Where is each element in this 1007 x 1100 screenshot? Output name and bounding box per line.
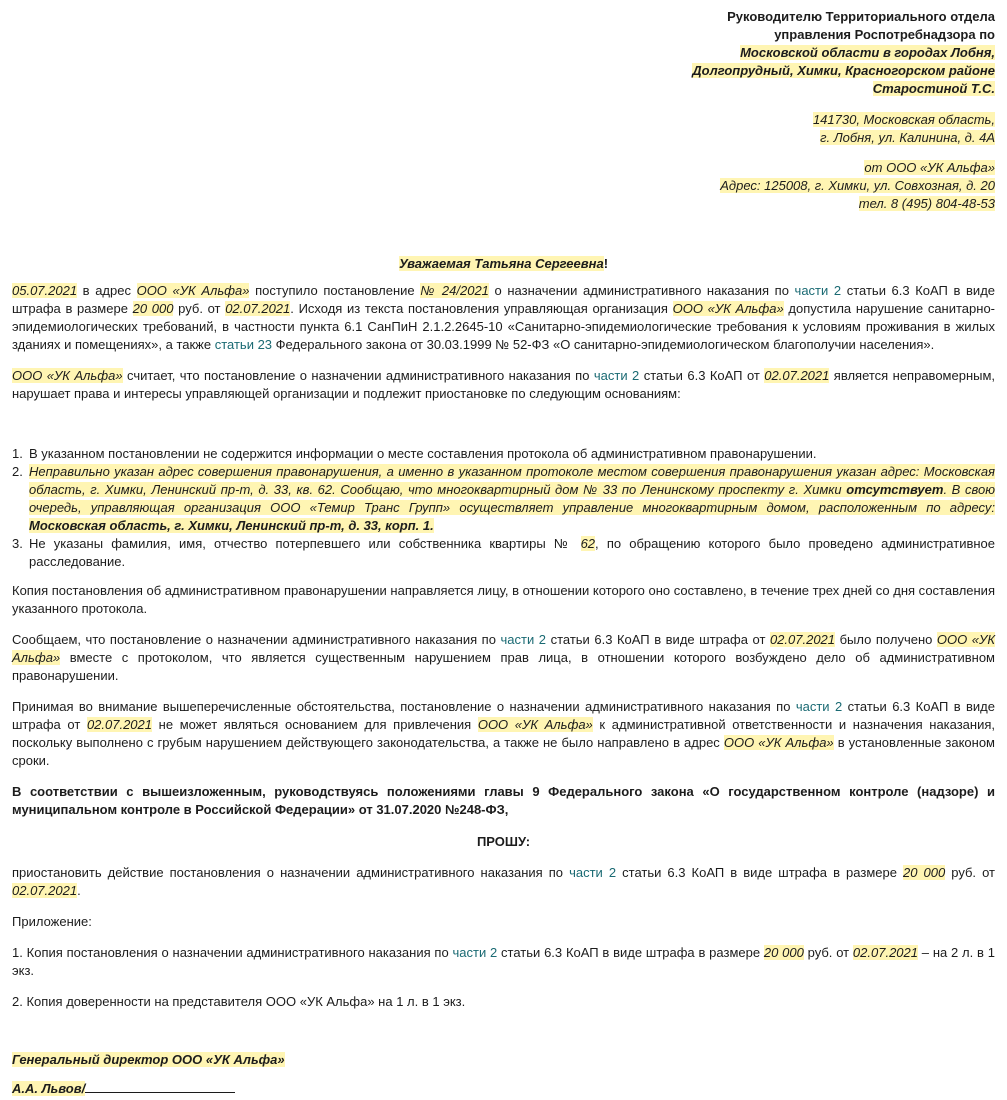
paragraph-6: В соответствии с вышеизложенным, руководствуясь положениями главы 9 Федерального закона «О государственном контроле (надзоре) и муниципальном контроле в Российской Федерации» от 31.07.2020 №248-ФЗ, <box>12 784 995 817</box>
greeting-name: Уважаемая Татьяна Сергеевна <box>398 256 604 271</box>
text: статьи 6.3 КоАП в виде штрафа от <box>12 699 995 732</box>
sender-phone: тел. 8 (495) 804-48-53 <box>858 196 995 211</box>
list-text: Неправильно указан адрес совершения правонарушения, а именно в указанном протоколе местом совершения правонарушения указан адрес: Московская область, г. Химки, Ленинский пр-т, д. 33, кв. 62. Сообщаю, что многоквартирный дом № 33 по Ленинскому проспекту г. Химки <box>29 464 995 497</box>
org-name: ООО «УК Альфа» <box>136 283 250 298</box>
text: статьи 6.3 КоАП в виде штрафа в размере <box>12 283 996 316</box>
appendix-title: Приложение: <box>12 914 92 929</box>
law-link[interactable]: статьи 23 <box>214 337 273 352</box>
apartment-number: 62 <box>580 536 596 551</box>
paragraph-2 <box>12 367 995 403</box>
address-line: 141730, Московская область, <box>812 112 995 127</box>
list-text: , по обращению которого было проведено административное расследование. <box>29 536 995 569</box>
paragraph-7 <box>12 864 995 900</box>
org-name: ООО «УК Альфа» <box>12 632 996 665</box>
list-item <box>12 535 995 571</box>
list-item <box>12 463 995 535</box>
text: считает, что постановление о назначении административного наказания по <box>122 368 594 383</box>
text: к административной ответственности и назначения наказания, поскольку выполнено с грубым нарушением действующего законодательства, а также не было направлено в адрес <box>12 717 996 750</box>
text: Сообщаем, что постановление о назначении административного наказания по <box>12 632 501 647</box>
greeting-excl: ! <box>603 256 609 271</box>
text: – на 2 л. в 1 экз. <box>12 945 995 978</box>
text: руб. от <box>803 945 853 960</box>
org-name: ООО «УК Альфа» <box>672 301 784 316</box>
paragraph-4 <box>12 631 995 685</box>
signature-line <box>12 1079 995 1098</box>
date: 02.07.2021 <box>769 632 836 647</box>
grounds-list <box>12 445 995 571</box>
date: 02.07.2021 <box>852 945 918 960</box>
signature-position <box>12 1051 995 1069</box>
recipient-block <box>12 8 995 98</box>
org-name: ООО «УК Альфа» <box>477 717 593 732</box>
date: 02.07.2021 <box>86 717 153 732</box>
resolution-number: № 24/2021 <box>420 283 489 298</box>
text: статьи 6.3 КоАП в виде штрафа в размере <box>616 865 903 880</box>
recipient-line <box>12 62 995 80</box>
text: не может являться основанием для привлечения <box>152 717 478 732</box>
fine-amount: 20 000 <box>903 865 946 880</box>
list-text-address: Московская область, г. Химки, Ленинский пр-т, д. 33, корп. 1. <box>29 518 434 533</box>
text: 1. Копия постановления о назначении административного наказания по <box>12 945 453 960</box>
list-number: 3. <box>12 536 23 551</box>
text: статьи 6.3 КоАП в виде штрафа от <box>546 632 770 647</box>
signatory-position: Генеральный директор ООО «УК Альфа» <box>12 1052 285 1067</box>
appendix-item-1 <box>12 944 995 980</box>
list-text: В указанном постановлении не содержится информации о месте составления протокола об административном правонарушении. <box>29 446 817 461</box>
text: приостановить действие постановления о назначении административного наказания по <box>12 865 570 880</box>
fine-amount: 20 000 <box>763 945 804 960</box>
date: 02.07.2021 <box>225 301 291 316</box>
text: . <box>77 883 81 898</box>
text: Федерального закона от 30.03.1999 № 52-ФЗ «О санитарно-эпидемиологическом благополучии населения». <box>272 337 935 352</box>
law-link[interactable]: части 2 <box>795 699 843 714</box>
text: было получено <box>835 632 937 647</box>
law-link[interactable]: части 2 <box>593 368 640 383</box>
recipient-line: управления Роспотребнадзора по <box>774 27 995 42</box>
text: руб. от <box>173 301 226 316</box>
recipient-line <box>12 44 995 62</box>
recipient-region: Московской области в городах Лобня, <box>740 45 995 60</box>
sender-address: Адрес: 125008, г. Химки, ул. Совхозная, д. 20 <box>720 178 995 193</box>
address-line: г. Лобня, ул. Калинина, д. 4А <box>820 130 995 145</box>
paragraph-1 <box>12 282 995 354</box>
date: 05.07.2021 <box>12 283 78 298</box>
text: статьи 6.3 КоАП от <box>639 368 765 383</box>
text: статьи 6.3 КоАП в виде штрафа в размере <box>497 945 764 960</box>
list-text: . В свою очередь, управляющая организация ООО «Темир Транс Групп» осуществляет управление многоквартирным домом, расположенным по адресу: <box>29 482 995 515</box>
text: о назначении административного наказания по <box>488 283 795 298</box>
recipient-region: Долгопрудный, Химки, Красногорском районе <box>692 63 995 78</box>
greeting <box>12 255 995 273</box>
list-number: 1. <box>12 446 23 461</box>
list-item <box>12 445 995 463</box>
text: допустила нарушение санитарно-эпидемиологических требований, в частности пункта 6.1 СанПиН 2.1.2.2645-10 «Санитарно-эпидемиологические требования к условиям проживания в жилых зданиях и помещениях», а также <box>12 301 996 352</box>
recipient-name: Старостиной Т.С. <box>872 81 995 96</box>
text: . Исходя из текста постановления управляющая организация <box>290 301 673 316</box>
text: вместе с протоколом, что является существенным нарушением прав лица, в отношении которого возбуждено дело об административном правонарушении. <box>12 650 995 683</box>
org-name: ООО «УК Альфа» <box>723 735 834 750</box>
text: руб. от <box>945 865 995 880</box>
date: 02.07.2021 <box>764 368 830 383</box>
recipient-line: Руководителю Территориального отдела <box>727 9 995 24</box>
law-link[interactable]: части 2 <box>569 865 617 880</box>
list-number: 2. <box>12 464 23 479</box>
signature-field[interactable] <box>85 1079 235 1093</box>
signature-slash: / <box>81 1081 86 1096</box>
date: 02.07.2021 <box>12 883 78 898</box>
text: поступило постановление <box>249 283 421 298</box>
org-name: ООО «УК Альфа» <box>12 368 123 383</box>
sender-name: от ООО «УК Альфа» <box>864 160 995 175</box>
signatory-name: А.А. Львов <box>12 1081 82 1096</box>
paragraph-5 <box>12 698 995 770</box>
appendix-item-2: 2. Копия доверенности на представителя ООО «УК Альфа» на 1 л. в 1 экз. <box>12 994 466 1009</box>
list-text: Не указаны фамилия, имя, отчество потерпевшего или собственника квартиры № <box>29 536 581 551</box>
sender-block <box>12 159 995 213</box>
paragraph-3: Копия постановления об административном правонарушении направляется лицу, в отношении которого оно составлено, в течение трех дней со дня составления указанного протокола. <box>12 583 995 616</box>
text: в адрес <box>77 283 137 298</box>
law-link[interactable]: части 2 <box>794 283 842 298</box>
text: в установленные законом сроки. <box>12 735 995 768</box>
text: является неправомерным, нарушает права и интересы управляющей организации и подлежит приостановке по следующим основаниям: <box>12 368 996 401</box>
list-text-emphasis: отсутствует <box>846 482 944 497</box>
recipient-address <box>12 111 995 147</box>
text: Принимая во внимание вышеперечисленные обстоятельства, постановление о назначении административного наказания по <box>12 699 796 714</box>
recipient-line <box>12 80 995 98</box>
fine-amount: 20 000 <box>132 301 174 316</box>
law-link[interactable]: части 2 <box>452 945 498 960</box>
document <box>12 8 995 1098</box>
request-heading: ПРОШУ: <box>476 834 531 849</box>
law-link[interactable]: части 2 <box>500 632 547 647</box>
